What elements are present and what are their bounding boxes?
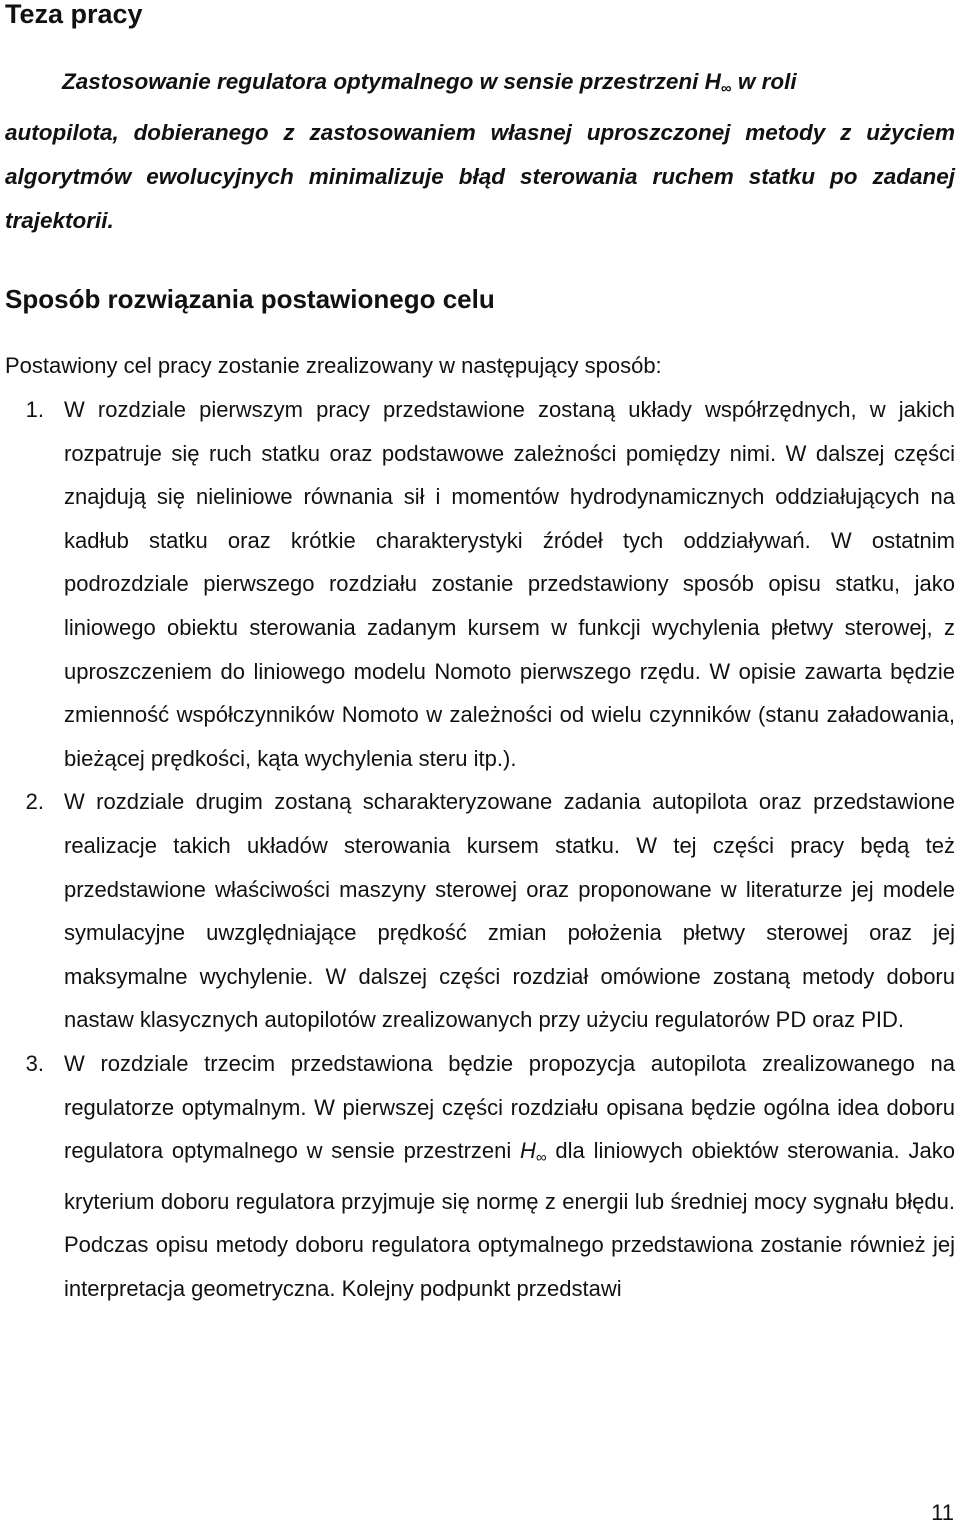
h-infinity-symbol: $H_\infty$ xyxy=(520,1138,547,1167)
list-item xyxy=(0,388,955,780)
list-item-text xyxy=(64,1051,955,1301)
list-item-number: 1. xyxy=(25,397,44,422)
thesis-first-line xyxy=(5,60,955,111)
list-item-number: 2. xyxy=(25,789,44,815)
section-heading: Sposób rozwiązania postawionego celu xyxy=(5,284,495,314)
h-infinity-symbol: $H_\infty$ xyxy=(704,69,732,97)
thesis-statement xyxy=(5,60,955,243)
list-item-number: 3. xyxy=(25,1050,44,1076)
list-item xyxy=(0,1042,955,1311)
thesis-text-start: Zastosowanie regulatora optymalnego w sensie przestrzeni xyxy=(62,69,705,94)
list-item-text: W rozdziale pierwszym pracy przedstawione zostaną układy współrzędnych, w jakich rozpatruje się ruch statku oraz podstawowe zależności pomiędzy nimi. W dalszej części znajdują się nieliniowe równania sił i momentów hydrodynamicznych oddziałujących na kadłub statku oraz krótkie charakterystyki źródeł tych oddziaływań. W ostatnim podrozdziale pierwszego rozdziału zostanie przedstawiony sposób opisu statku, jako liniowego obiektu sterowania zadanym kursem w funkcji wychylenia płetwy sterowej, z uproszczeniem do liniowego modelu Nomoto pierwszego rzędu. W opisie zawarta będzie zmienność współczynników Nomoto w zależności od wielu czynników (stanu załadowania, bieżącej prędkości, kąta wychylenia steru itp.). xyxy=(64,397,955,771)
list-item-text-end: dla liniowych obiektów sterowania. Jako kryterium doboru regulatora przyjmuje się normę z energii lub średniej mocy sygnału błędu. Podczas opisu metody doboru regulatora optymalnego przedstawiona zostanie również jej interpretacja geometryczna. Kolejny podpunkt przedstawi xyxy=(64,1138,955,1301)
thesis-text-after-symbol: w roli xyxy=(731,69,797,94)
intro-paragraph: Postawiony cel pracy zostanie zrealizowany w następujący sposób: xyxy=(5,353,662,378)
steps-list xyxy=(0,388,955,1310)
page-number: 11 xyxy=(931,1500,954,1525)
page-title: Teza pracy xyxy=(5,0,143,29)
list-item-text: W rozdziale drugim zostaną scharakteryzowane zadania autopilota oraz przedstawione realizacje takich układów sterowania kursem statku. W tej części pracy będą też przedstawione właściwości maszyny sterowej oraz proponowane w literaturze jej modele symulacyjne uwzględniające prędkość zmian położenia płetwy sterowej oraz jej maksymalne wychylenie. W dalszej części rozdział omówione zostaną metody doboru nastaw klasycznych autopilotów zrealizowanych przy użyciu regulatorów PD oraz PID. xyxy=(64,789,955,1033)
list-item xyxy=(0,780,955,1042)
list-item-text-start: W rozdziale trzecim przedstawiona będzie propozycja autopilota zrealizowanego na regulatorze optymalnym. W pierwszej części rozdziału opisana będzie ogólna idea doboru regulatora optymalnego w sensie przestrzeni xyxy=(64,1050,955,1164)
thesis-text-rest: autopilota, dobieranego z zastosowaniem własnej uproszczonej metody z użyciem algorytmów ewolucyjnych minimalizuje błąd sterowania ruchem statku po zadanej trajektorii. xyxy=(5,120,955,233)
